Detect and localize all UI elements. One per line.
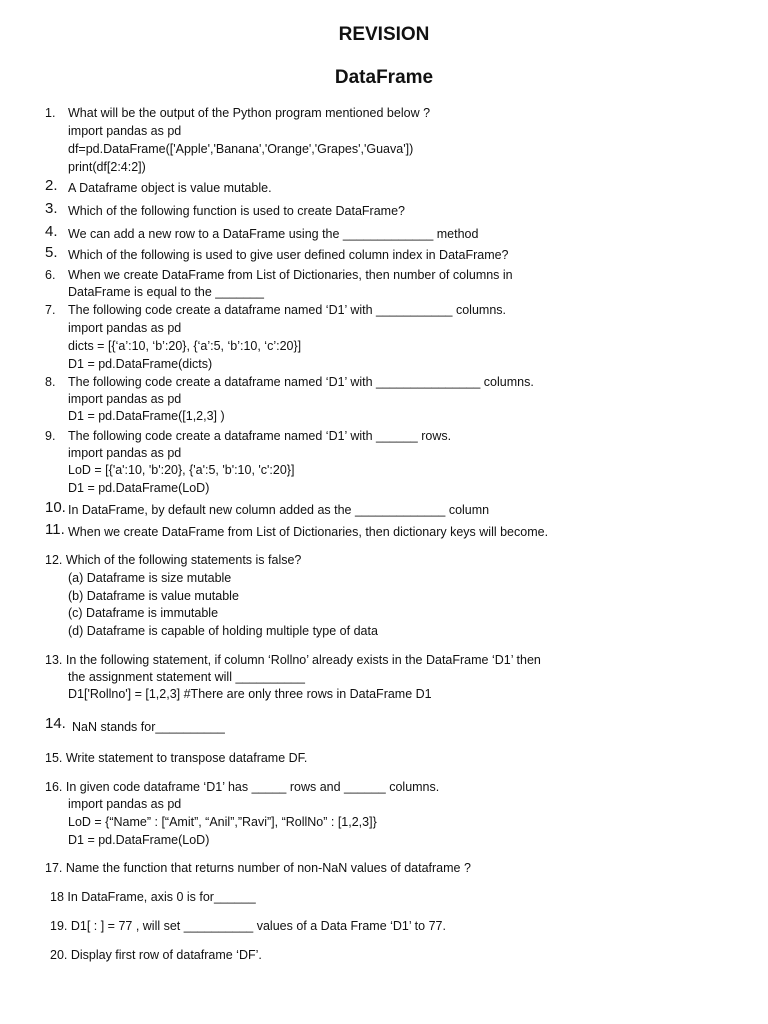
question-13-code: D1['Rollno'] = [1,2,3] #There are only three rows in DataFrame D1	[68, 687, 432, 701]
question-16-code-2: LoD = {“Name” : [“Amit”, “Anil”,”Ravi”], “RollNo” : [1,2,3]}	[68, 815, 377, 829]
question-5-number: 5.	[45, 244, 58, 261]
question-4-text: We can add a new row to a DataFrame using the _____________ method	[68, 227, 479, 241]
question-7-number: 7.	[45, 303, 56, 317]
question-11-text: When we create DataFrame from List of Dictionaries, then dictionary keys will become.	[68, 525, 549, 539]
question-9-code-1: import pandas as pd	[68, 446, 182, 460]
question-10-text: In DataFrame, by default new column added as the _____________ column	[68, 503, 490, 517]
question-20-text: 20. Display first row of dataframe ‘DF’.	[50, 948, 262, 962]
question-10-number: 10.	[45, 499, 66, 516]
question-2-text: A Dataframe object is value mutable.	[68, 181, 272, 195]
question-8-code-1: import pandas as pd	[68, 392, 182, 406]
question-9-number: 9.	[45, 429, 56, 443]
question-7-code-2: dicts = [{‘a’:10, ‘b’:20}, {‘a’:5, ‘b’:10, ‘c’:20}]	[68, 339, 302, 353]
question-7-code-1: import pandas as pd	[68, 321, 182, 335]
question-9-text: The following code create a dataframe named ‘D1’ with ______ rows.	[68, 429, 452, 443]
question-3-number: 3.	[45, 200, 58, 217]
question-8-number: 8.	[45, 375, 56, 389]
question-17-text: 17. Name the function that returns number of non-NaN values of dataframe ?	[45, 861, 471, 875]
question-12-option-c: (c) Dataframe is immutable	[68, 606, 219, 620]
question-16-text: 16. In given code dataframe ‘D1’ has _____ rows and ______ columns.	[45, 780, 440, 794]
question-9-code-2: LoD = [{'a':10, 'b':20}, {'a':5, 'b':10, 'c':20}]	[68, 463, 295, 477]
question-18-text: 18 In DataFrame, axis 0 is for______	[50, 890, 256, 904]
question-12-option-d: (d) Dataframe is capable of holding multiple type of data	[68, 624, 378, 638]
question-6-text: When we create DataFrame from List of Dictionaries, then number of columns in	[68, 268, 513, 282]
question-14-text: NaN stands for__________	[72, 720, 225, 734]
question-3-text: Which of the following function is used to create DataFrame?	[68, 204, 405, 218]
question-4-number: 4.	[45, 223, 58, 240]
page-title: REVISION	[338, 24, 430, 45]
question-12-option-b: (b) Dataframe is value mutable	[68, 589, 239, 603]
question-16-code-1: import pandas as pd	[68, 797, 182, 811]
question-8-code-2: D1 = pd.DataFrame([1,2,3] )	[68, 409, 225, 423]
question-11-number: 11.	[45, 521, 65, 538]
question-7-code-3: D1 = pd.DataFrame(dicts)	[68, 357, 213, 371]
page-subtitle: DataFrame	[334, 67, 434, 88]
question-1-number: 1.	[45, 106, 56, 120]
question-8-text: The following code create a dataframe named ‘D1’ with _______________ columns.	[68, 375, 534, 389]
question-14-number: 14.	[45, 715, 66, 732]
question-16-code-3: D1 = pd.DataFrame(LoD)	[68, 833, 210, 847]
question-5-text: Which of the following is used to give user defined column index in DataFrame?	[68, 248, 509, 262]
question-7-text: The following code create a dataframe named ‘D1’ with ___________ columns.	[68, 303, 506, 317]
question-12-text: 12. Which of the following statements is false?	[45, 553, 302, 567]
question-2-number: 2.	[45, 177, 58, 194]
question-15-text: 15. Write statement to transpose dataframe DF.	[45, 751, 308, 765]
question-1-text: What will be the output of the Python program mentioned below ?	[68, 106, 431, 120]
question-1-code-2: df=pd.DataFrame(['Apple','Banana','Orange','Grapes','Guava'])	[68, 142, 414, 156]
question-6-number: 6.	[45, 268, 56, 282]
question-13-text-2: the assignment statement will __________	[68, 670, 305, 684]
question-1-code-3: print(df[2:4:2])	[68, 160, 146, 174]
question-9-code-3: D1 = pd.DataFrame(LoD)	[68, 481, 210, 495]
question-13-text: 13. In the following statement, if column ‘Rollno’ already exists in the DataFrame ‘D1’ then	[45, 653, 541, 667]
question-12-option-a: (a) Dataframe is size mutable	[68, 571, 232, 585]
question-19-text: 19. D1[ : ] = 77 , will set __________ values of a Data Frame ‘D1’ to 77.	[50, 919, 446, 933]
question-1-code-1: import pandas as pd	[68, 124, 182, 138]
question-6-text-2: DataFrame is equal to the _______	[68, 285, 264, 299]
